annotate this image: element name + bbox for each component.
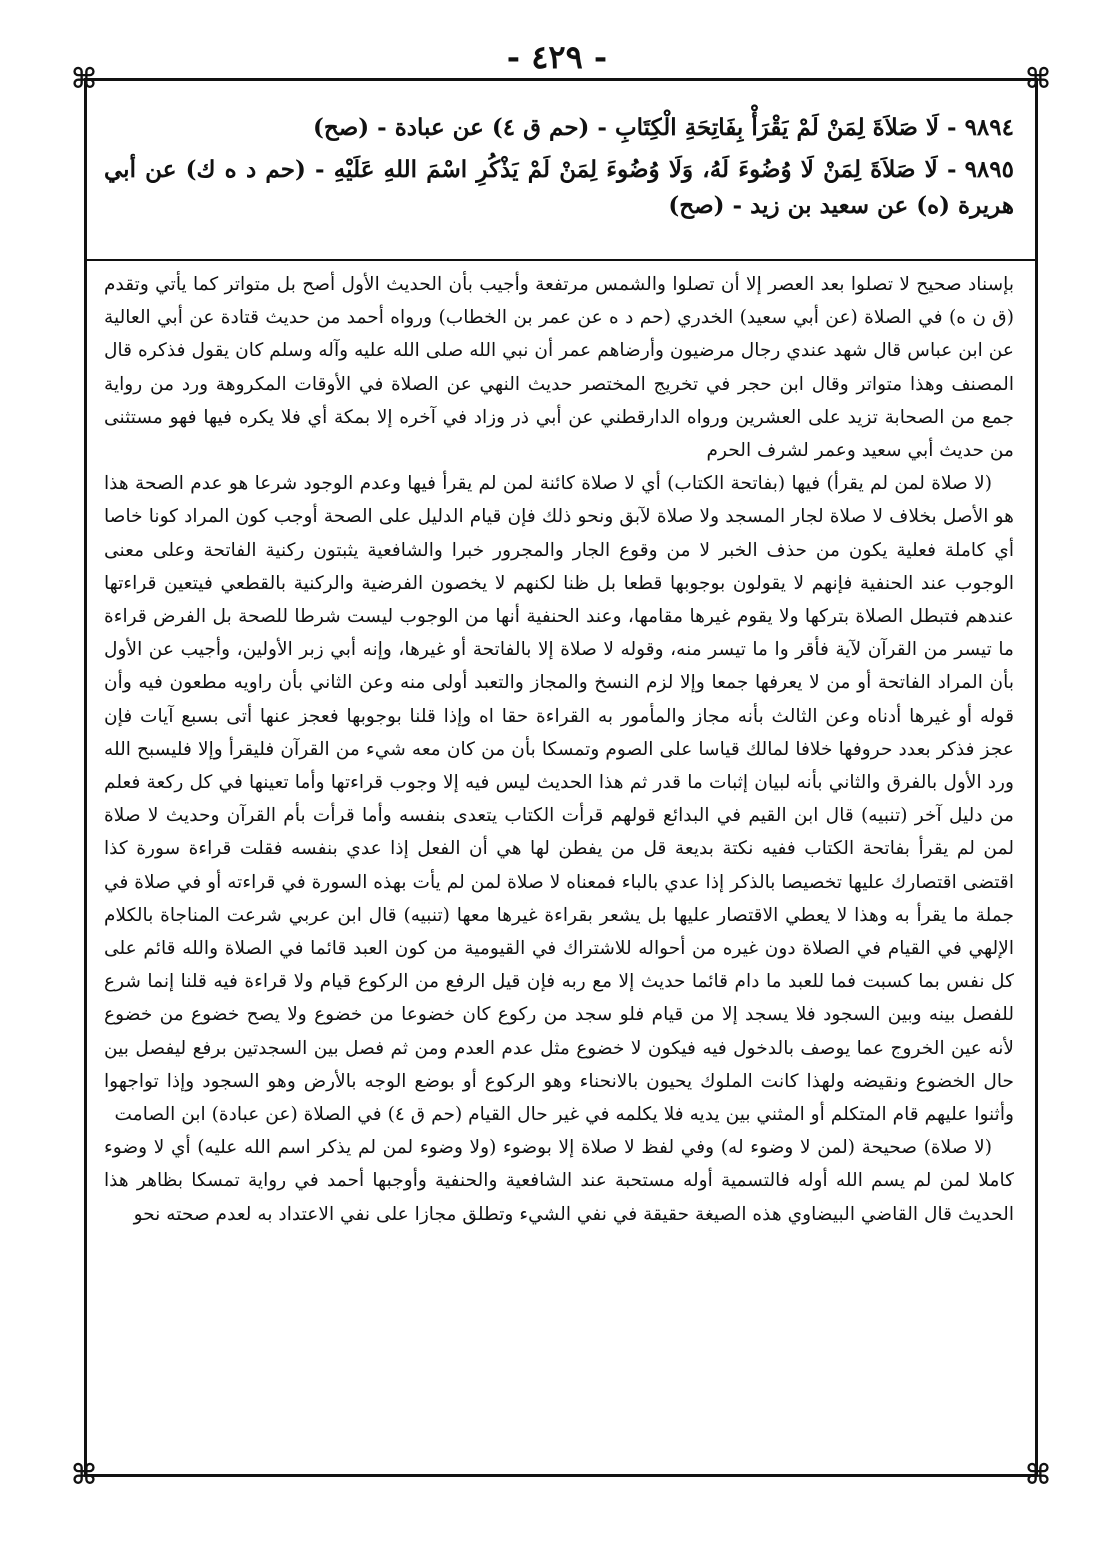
ornament-bottom-right-icon: ⌘: [1025, 1458, 1051, 1491]
frame-top-rule: [84, 78, 1038, 81]
ornament-top-right-icon: ⌘: [1025, 62, 1051, 95]
commentary-paragraph: (لا صلاة) صحيحة (لمن لا وضوء له) وفي لفظ لا صلاة إلا بوضوء (ولا وضوء لمن لم يذكر اسم الله عليه) أي لا وضوء كاملا لمن لم يسم الله أوله فالتسمية أوله مستحبة عند الشافعية والحنفية وأوجبها أحمد في رواية تمسكا بظاهر هذا الحديث قال القاضي البيضاوي هذه الصيغة حقيقة في نفي الشيء وتطلق مجازا على نفي الاعتداد به لعدم صحته نحو: [104, 1137, 1014, 1225]
hadith-entry: [104, 152, 1014, 224]
section-separator: [84, 259, 1038, 261]
hadith-number: ٩٨٩٤: [964, 114, 1014, 141]
hadith-number: ٩٨٩٥: [964, 156, 1014, 183]
commentary-section: [104, 268, 1014, 1231]
commentary-paragraph: (لا صلاة لمن لم يقرأ) فيها (بفاتحة الكتاب) أي لا صلاة كائنة لمن لم يقرأ فيها وعدم الوجود شرعا هو عدم الصحة هذا هو الأصل بخلاف لا صلاة لجار المسجد ولا صلاة لآبق ونحو ذلك فإن قيام الدليل على الصحة أوجب كون المراد كونا خاصا أي كاملة فعلية يكون من حذف الخبر لا من وقوع الجار والمجرور خبرا والشافعية يثبتون ركنية الفاتحة وعلى معنى الوجوب عند الحنفية فإنهم لا يقولون بوجوبها قطعا بل ظنا لكنهم لا يخصون الفرضية والركنية بالقطعي فيتعين قراءتها عندهم فتبطل الصلاة بتركها ولا يقوم غيرها مقامها، وعند الحنفية أنها من الوجوب ليست شرطا للصحة بل الفرض قراءة ما تيسر من القرآن لآية فأقر وا ما تيسر منه، وقوله لا صلاة إلا بالفاتحة أو غيرها، وإنه أبي زبر الأولين، وأجيب عن الأول بأن المراد الفاتحة أو من لا يعرفها جمعا وإلا لزم النسخ والمجاز والتعبد أولى منه وعن الثاني بأن راويه مطعون فيه وأن قوله أو غيرها أدناه وعن الثالث بأنه مجاز والمأمور به القراءة حقا اه وإذا قلنا بوجوبها فعجز عنها أتى بسبع آيات فإن عجز فذكر بعدد حروفها خلافا لمالك قياسا على الصوم وتمسكا بأن من كان معه شيء من القرآن فليقرأ وإلا فليسبح الله ورد الأول بالفرق والثاني بأنه لبيان إثبات ما قدر ثم هذا الحديث ليس فيه إلا وجوب قراءتها وأما تعينها في كل ركعة فعلم من دليل آخر (تنبيه) قال ابن القيم في البدائع قولهم قرأت الكتاب يتعدى بنفسه وأما قرأت بأم القرآن وحديث لا صلاة لمن لم يقرأ بفاتحة الكتاب ففيه نكتة بديعة قل من يفطن لها هي أن الفعل إذا عدي بنفسه فقلت قراءة سورة كذا اقتضى اقتصارك عليها تخصيصا بالذكر إذا عدي بالباء فمعناه لا صلاة لمن لم يأت بهذه السورة في قراءته أو في صلاة في جملة ما يقرأ به وهذا لا يعطي الاقتصار عليها بل يشعر بقراءة غيرها معها (تنبيه) قال ابن عربي شرعت المناجاة بالكلام الإلهي في القيام في الصلاة دون غيره من أحواله للاشتراك في القيومية من كون العبد قائما في الصلاة والله قائم على كل نفس بما كسبت فما للعبد ما دام قائما حديث إلا مع ربه فإن قيل الرفع من الركوع قيام ولا قراءة فيه قلنا إنما شرع للفصل بينه وبين السجود فلا يسجد إلا من قيام فلو سجد من ركوع كان خضوعا من خضوع ولا يصح خضوع من خضوع لأنه عين الخروج عما يوصف بالدخول فيه فيكون لا خضوع مثل عدم العدم ومن ثم فصل بين السجدتين برفع ليفصل بين حال الخضوع ونقيضه ولهذا كانت الملوك يحيون بالانحناء وهو الركوع أو بوضع الوجه بالأرض وهو السجود وإذا تواجهوا وأثنوا عليهم قام المتكلم أو المثني بين يديه فلا يكلمه في غير حال القيام (حم ق ٤) في الصلاة (عن عبادة) ابن الصامت: [104, 473, 1014, 1126]
hadith-text: - لَا صَلاَةَ لِمَنْ لَمْ يَقْرَأْ بِفَاتِحَةِ الْكِتَابِ - (حم ق ٤) عن عبادة - (صح): [313, 114, 957, 141]
commentary-paragraph: بإسناد صحيح لا تصلوا بعد العصر إلا أن تصلوا والشمس مرتفعة وأجيب بأن الحديث الأول أصح بل متواتر كما يأتي وتقدم (ق ن ه) في الصلاة (عن أبي سعيد) الخدري (حم د ه عن عمر بن الخطاب) ورواه أحمد من حديث قتادة عن أبي العالية عن ابن عباس قال شهد عندي رجال مرضيون وأرضاهم عمر أن نبي الله صلى الله عليه وآله وسلم كان يقول فذكره قال المصنف وهذا متواتر وقال ابن حجر في تخريج المختصر حديث النهي عن الصلاة في الأوقات المكروهة ورد من رواية جمع من الصحابة تزيد على العشرين ورواه الدارقطني عن أبي ذر وزاد في آخره إلا بمكة أي فلا يكره فيها فهو مستثنى من حديث أبي سعيد وعمر لشرف الحرم: [104, 274, 1014, 462]
frame-bottom-rule: [84, 1474, 1038, 1477]
hadith-section: [104, 110, 1014, 230]
ornament-top-left-icon: ⌘: [71, 62, 97, 95]
hadith-entry: [104, 110, 1014, 146]
hadith-text: - لَا صَلاَةَ لِمَنْ لَا وُضُوءَ لَهُ، وَلَا وُضُوءَ لِمَنْ لَمْ يَذْكُرِ اسْمَ اللهِ عَلَيْهِ - (حم د ه ك) عن أبي هريرة (ه) عن سعيد بن زيد - (صح): [104, 156, 1014, 219]
ornament-bottom-left-icon: ⌘: [71, 1458, 97, 1491]
page-number: - ٤٢٩ -: [506, 38, 608, 76]
